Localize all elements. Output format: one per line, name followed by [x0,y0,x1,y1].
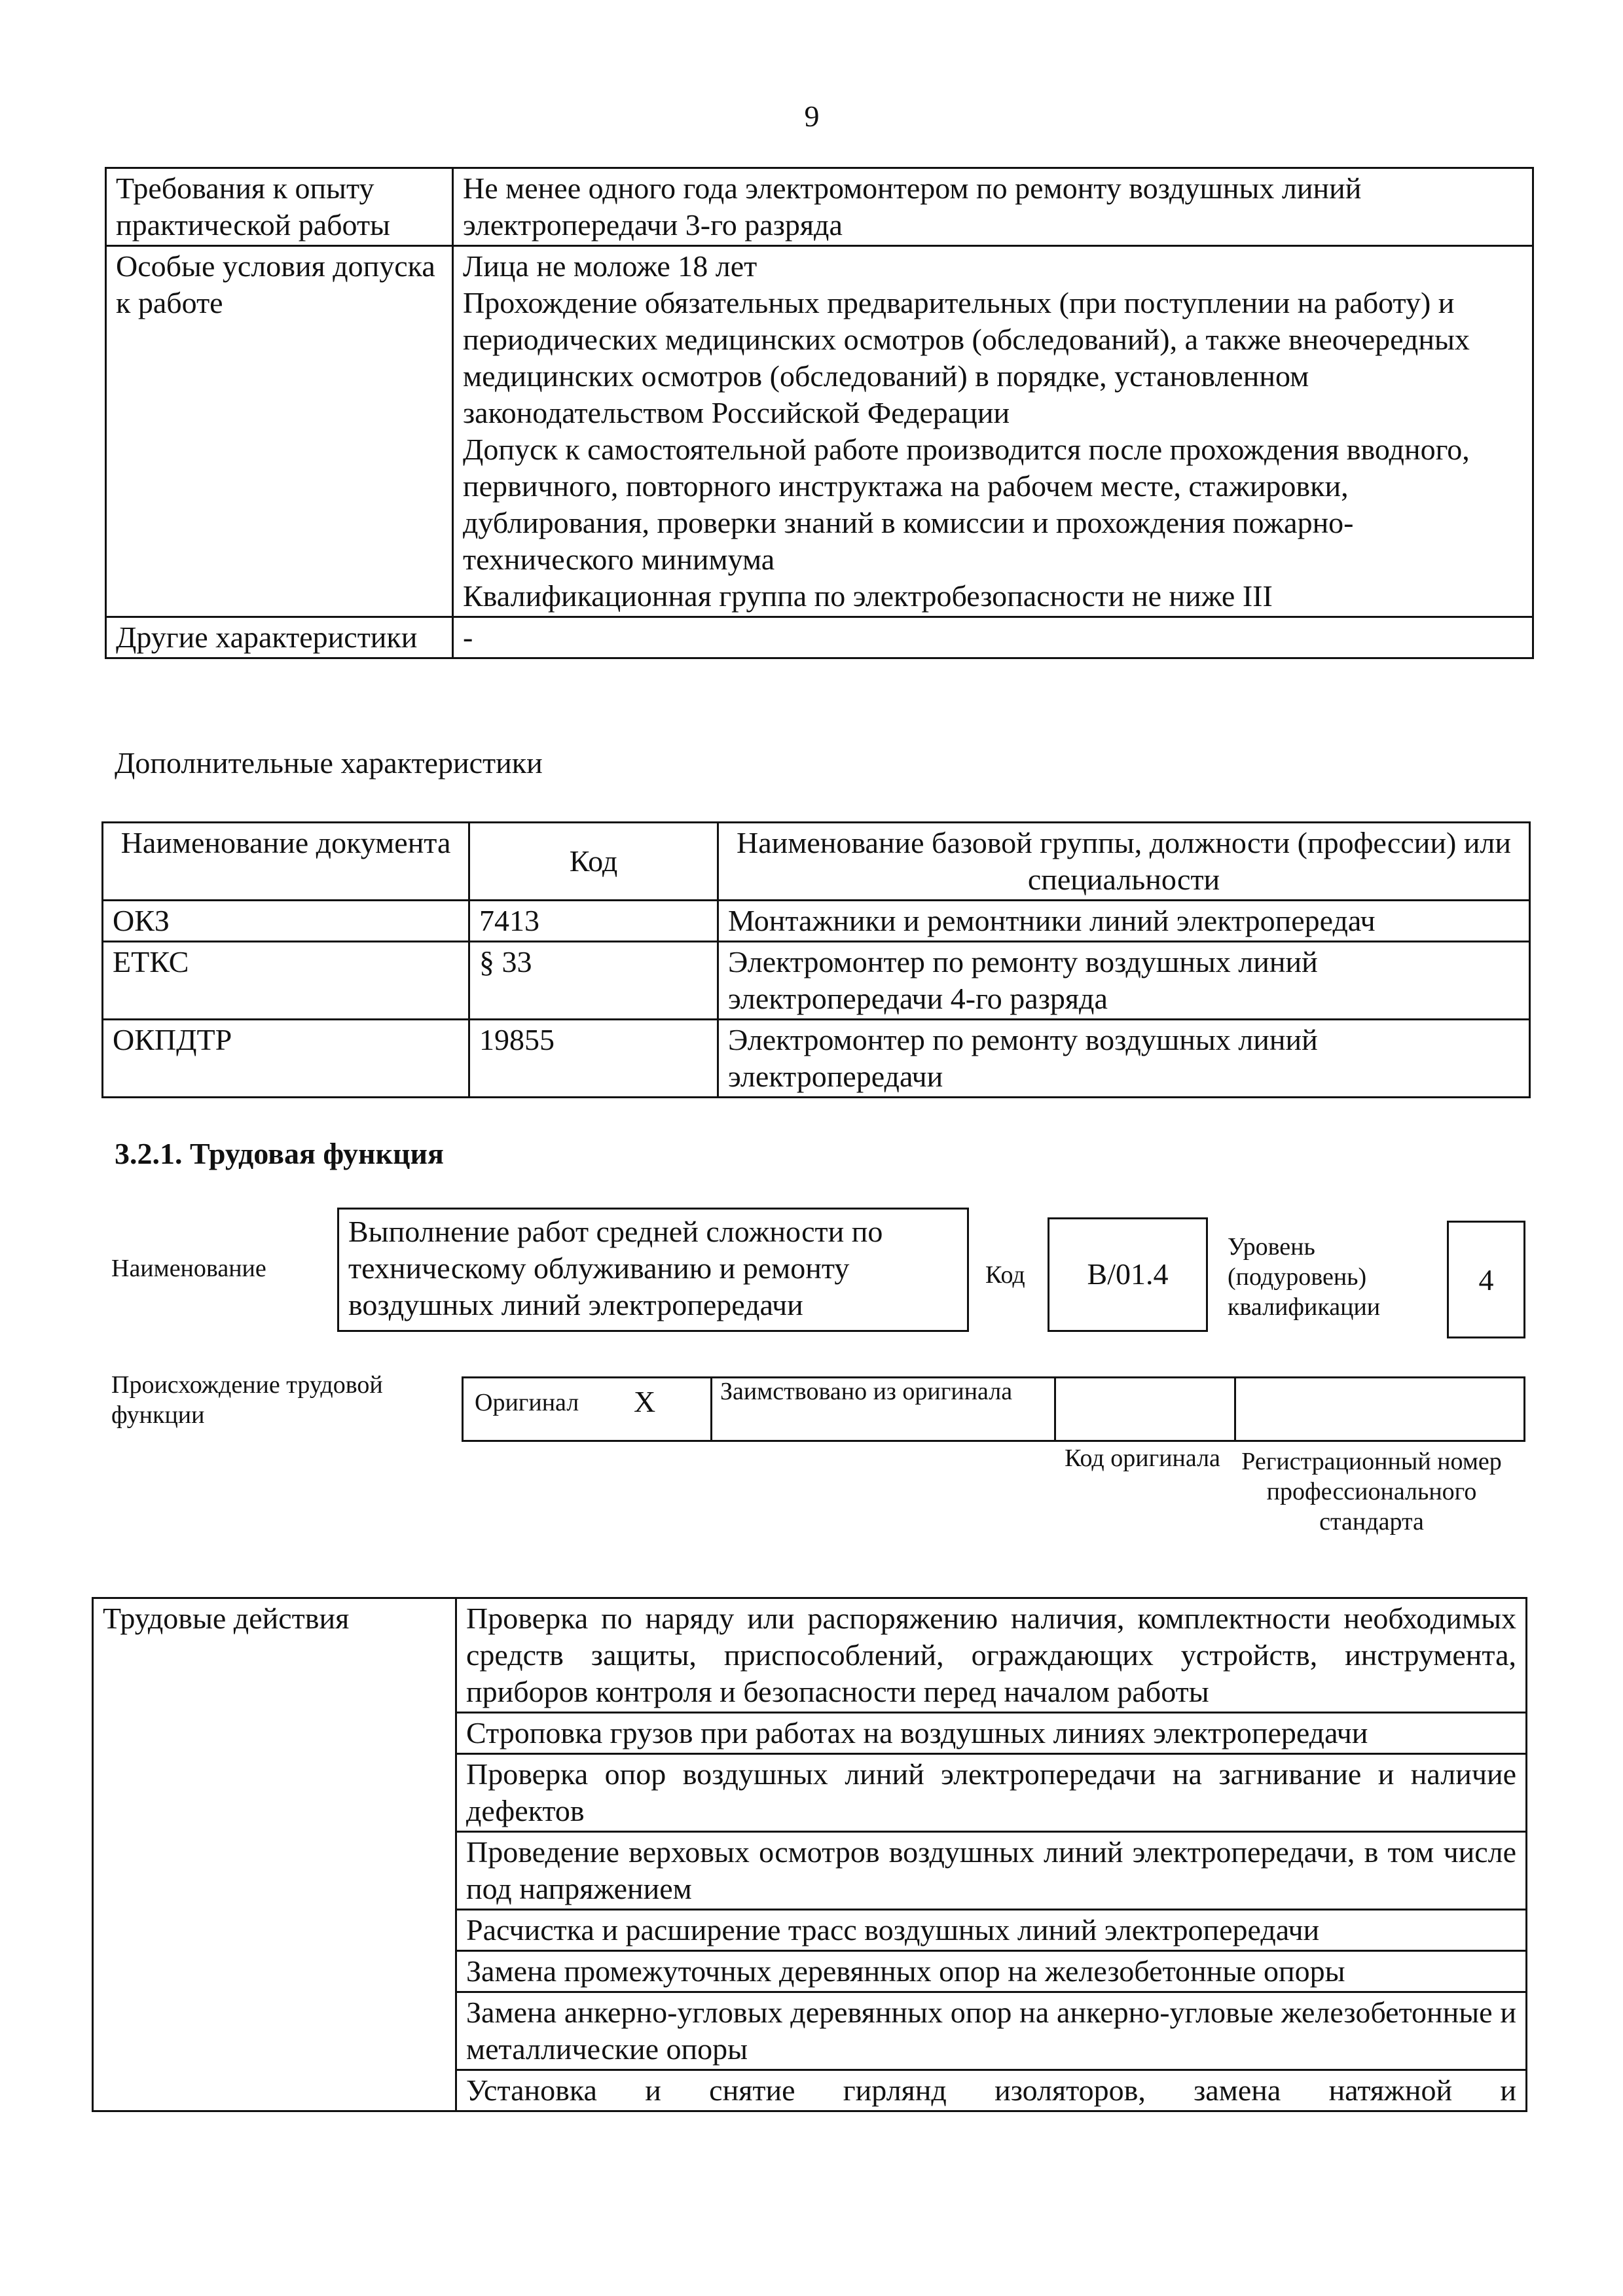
column-header: Наименование документа [103,823,469,901]
table-cell: 7413 [469,901,718,942]
table-cell: Электромонтер по ремонту воздушных линий электропередачи [718,1020,1530,1098]
column-header: Наименование базовой группы, должности (профессии) или специальности [718,823,1530,901]
actions-label: Трудовые действия [93,1598,456,2111]
original-label: Оригинал [475,1389,579,1416]
table-cell: ЕТКС [103,942,469,1020]
code-caption: Код оригинала [1065,1444,1220,1472]
row-label: Требования к опыту практической работы [106,168,453,246]
code-label: Код [985,1261,1025,1289]
row-value [453,168,1533,246]
origin-label: Происхождение трудовой функции [111,1371,383,1429]
section-heading: 3.2.1. Трудовая функция [115,1137,444,1170]
function-name: Выполнение работ средней сложности по техническому облуживанию и ремонту воздушных линий электропередачи [348,1215,883,1321]
table-cell: ОКПДТР [103,1020,469,1098]
borrowed-label: Заимствовано из оригинала [720,1378,1013,1405]
divider [1054,1376,1056,1442]
page-number: 9 [804,99,820,133]
level-label: Уровень (подуровень) квалификации [1228,1233,1381,1321]
table-cell: 19855 [469,1020,718,1098]
qualification-table [105,167,1534,659]
value-line: Прохождение обязательных предварительных (при поступлении на работу) и периодических медицинских осмотров (обследований), а также внеочередных медицинских осмотров (обследований) в порядке, установленном законодательством Российской Федерации [463,286,1470,429]
table-cell: Электромонтер по ремонту воздушных линий электропередачи 4-го разряда [718,942,1530,1020]
value-line: Допуск к самостоятельной работе производится после прохождения вводного, первичного, повторного инструктажа на рабочем месте, стажировки, дублирования, проверки знаний в комиссии и прохождения пожарно-технического минимума [463,433,1470,576]
value-line: Не менее одного года электромонтером по ремонту воздушных линий электропередачи 3-го разряда [463,171,1362,242]
column-header: Код [469,823,718,901]
reg-caption: Регистрационный номер профессионального стандарта [1241,1448,1502,1535]
table-row [106,168,1533,246]
row-label: Особые условия допуска к работе [106,246,453,617]
level-value-box [1447,1221,1525,1338]
function-code: В/01.4 [1087,1257,1169,1291]
table-row [103,901,1530,942]
action-item: Проведение верховых осмотров воздушных линий электропередачи, в том числе под напряжением [456,1832,1527,1910]
function-code-box [1048,1217,1208,1332]
table-row [103,1020,1530,1098]
name-label: Наименование [111,1255,266,1282]
divider [710,1376,712,1442]
action-item: Расчистка и расширение трасс воздушных линий электропередачи [456,1910,1527,1951]
action-item: Строповка грузов при работах на воздушных линиях электропередачи [456,1713,1527,1754]
action-item: Замена промежуточных деревянных опор на железобетонные опоры [456,1951,1527,1992]
table-row [106,246,1533,617]
table-header-row [103,823,1530,901]
action-item: Установка и снятие гирлянд изоляторов, замена натяжной и [456,2070,1527,2111]
divider [1234,1376,1236,1442]
table-cell: § 33 [469,942,718,1020]
additional-heading: Дополнительные характеристики [115,746,543,780]
table-row [93,1598,1527,1713]
action-item: Проверка по наряду или распоряжению наличия, комплектности необходимых средств защиты, приспособлений, ограждающих устройств, инструмента, приборов контроля и безопасности перед началом работы [456,1598,1527,1713]
table-row [106,617,1533,658]
action-item: Проверка опор воздушных линий электропередачи на загнивание и наличие дефектов [456,1754,1527,1832]
row-value [453,617,1533,658]
level-value: 4 [1478,1263,1494,1297]
table-row [103,942,1530,1020]
action-item: Замена анкерно-угловых деревянных опор на анкерно-угловые железобетонные и металлические опоры [456,1992,1527,2070]
additional-table [101,821,1531,1098]
original-mark: Х [634,1385,656,1418]
table-cell: Монтажники и ремонтники линий электропередач [718,901,1530,942]
value-line: - [463,620,473,654]
value-line: Лица не моложе 18 лет [463,249,757,283]
function-name-box [337,1208,969,1332]
row-label: Другие характеристики [106,617,453,658]
value-line: Квалификационная группа по электробезопасности не ниже III [463,579,1273,613]
table-cell: ОКЗ [103,901,469,942]
actions-table [92,1597,1527,2112]
row-value [453,246,1533,617]
